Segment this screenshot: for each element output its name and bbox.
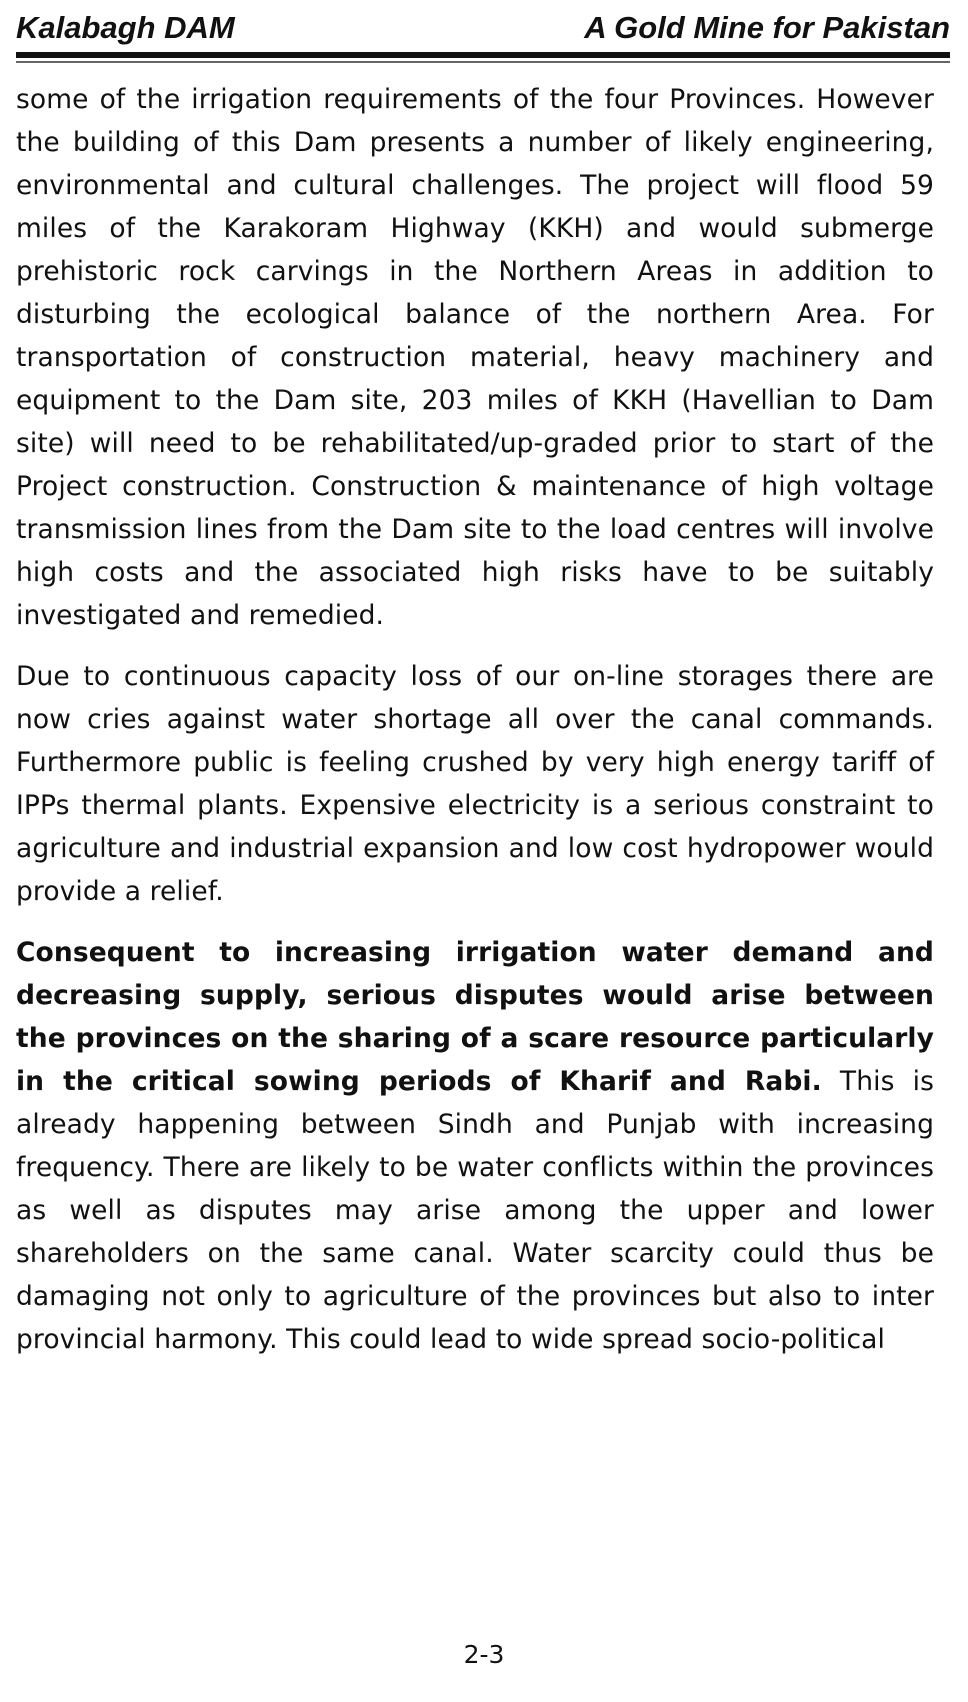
body-text <box>16 78 934 1379</box>
header-rule-thick <box>16 52 950 58</box>
paragraph-1: some of the irrigation requirements of the four Provinces. However the building of this Dam presents a number of likely engineering, environmental and cultural challenges. The project will flood 59 miles of the Karakoram Highway (KKH) and would submerge prehistoric rock carvings in the Northern Areas in addition to disturbing the ecological balance of the northern Area. For transportation of construction material, heavy machinery and equipment to the Dam site, 203 miles of KKH (Havellian to Dam site) will need to be rehabilitated/up-graded prior to start of the Project construction. Construction & maintenance of high voltage transmission lines from the Dam site to the load centres will involve high costs and the associated high risks have to be suitably investigated and remedied. <box>16 84 934 631</box>
header-left-title: Kalabagh DAM <box>16 10 235 45</box>
paragraph-3 <box>16 931 934 1361</box>
paragraph-3-bold-lead: Consequent to increasing irrigation water demand and decreasing supply, serious disputes would arise between the provinces on the sharing of a scare resource particularly in the critical sowing periods of Kharif and Rabi. <box>16 937 934 1097</box>
header-rule-thin <box>16 61 950 63</box>
header-right-title: A Gold Mine for Pakistan <box>584 10 950 45</box>
running-header <box>16 8 950 48</box>
page-number: 2-3 <box>463 1640 505 1669</box>
paragraph-2: Due to continuous capacity loss of our on-line storages there are now cries against water shortage all over the canal commands. Furthermore public is feeling crushed by very high energy tariff of IPPs thermal plants. Expensive electricity is a serious constraint to agriculture and industrial expansion and low cost hydropower would provide a relief. <box>16 661 934 907</box>
paragraph-3-text: This is already happening between Sindh and Punjab with increasing frequency. There are likely to be water conflicts within the provinces as well as disputes may arise among the upper and lower shareholders on the same canal. Water scarcity could thus be damaging not only to agriculture of the provinces but also to inter provincial harmony. This could lead to wide spread socio-political <box>16 1066 934 1355</box>
